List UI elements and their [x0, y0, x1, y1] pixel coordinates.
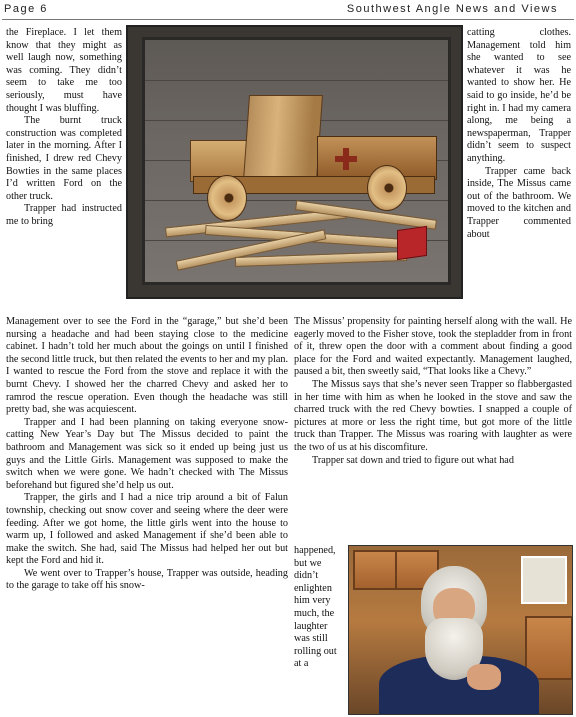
paragraph: The Missus’ propensity for painting herself along with the wall. He eagerly moved to the Fisher stove, took the stepladder from in front of it, threw open the door with a comment about finding a good place for the Ford and waited expectantly. Management laughed, paused a bit, then sweetly said, “That looks like a Chevy.” [294, 316, 572, 378]
paragraph: Trapper came back inside, The Missus came out of the bathroom. We moved to the kitchen and Trapper commented about [467, 165, 571, 240]
paragraph: The Missus says that she’s never seen Trapper so flabbergasted in her time with him as when he looked in the stove and saw the charred truck with the red Chevy bowties. I snapped a couple of pictures at more or less the right time, but got more of the little truck than Trapper. The Missus was roaring with laughter as were the two of us at his discomfiture. [294, 378, 572, 453]
paragraph: The burnt truck construction was completed later in the morning. After I finished, I drew red Chevy Bowties in the same places I’d written Ford on the other truck. [6, 115, 122, 202]
header-divider [2, 19, 574, 20]
matchbox [397, 226, 427, 260]
paragraph: Trapper, the girls and I had a nice trip around a bit of Falun township, checking out snow cover and seeing where the deer were feeding. After we got home, the little girls went into the house to warm up, I followed and asked Management if she’d been able to make the switch. She had, said The Missus had helped her out but kept the Ford and hid it. [6, 492, 288, 567]
paragraph: the Fireplace. I let them know that they might as well laugh now, something was coming. They didn’t seem to take me too seriously, must have thought I was bluffing. [6, 27, 122, 114]
left-column-top [6, 27, 122, 229]
truck-cab [243, 95, 323, 181]
paragraph: Trapper sat down and tried to figure out what had [312, 454, 514, 466]
photo-burnt-truck-in-stove [126, 25, 463, 299]
hand [467, 664, 501, 690]
paragraph: Trapper had instructed me to bring [6, 203, 122, 227]
paragraph: We went over to Trapper’s house, Trapper was outside, heading to the garage to take off his snow- [6, 567, 288, 592]
paragraph: Management over to see the Ford in the “garage,” but she’d been nursing a headache and had been staying close to the medicine cabinet. I hadn’t told her much about the goings on until I finished the second little truck, but then related the events to her and my plan. I wanted to rescue the Ford from the stove and replace it with the burnt Chevy. I showed her the charred Chevy and asked her to ramrod the rescue operation. Even though the headache was still pretty bad, she was acquiescent. [6, 316, 288, 416]
paragraph: catting clothes. Management told him she wanted to see whatever it was he wanted to show her. He said to go inside, he’d be right in. I had my camera along, me being a newspaperman, Trapper didn’t seem to suspect anything. [467, 27, 571, 164]
paragraph: happened, but we didn’t enlighten him very much, the laughter was still rolling out at a [294, 545, 337, 670]
truck-wheel [367, 165, 407, 211]
chevy-bowtie [335, 148, 357, 170]
newsletter-title: Southwest Angle News and Views [346, 3, 558, 15]
right-column-top [467, 27, 571, 241]
stove-firebox [142, 37, 451, 285]
left-column-bottom [6, 316, 288, 593]
truck-wheel [207, 175, 247, 221]
photo-trapper [348, 545, 573, 715]
right-column-middle [294, 316, 572, 467]
page-number: Page 6 [4, 3, 48, 15]
paragraph: Trapper and I had been planning on taking everyone snow-catting New Year’s Day but The Missus decided to paint the bathroom and Management was sick so it ended up being just us guys and the Little Girls. Management was supposed to make the switch when we were gone. We hadn’t checked with The Missus beforehand but figured she’d help us out. [6, 416, 288, 491]
right-column-bottom [294, 545, 342, 671]
